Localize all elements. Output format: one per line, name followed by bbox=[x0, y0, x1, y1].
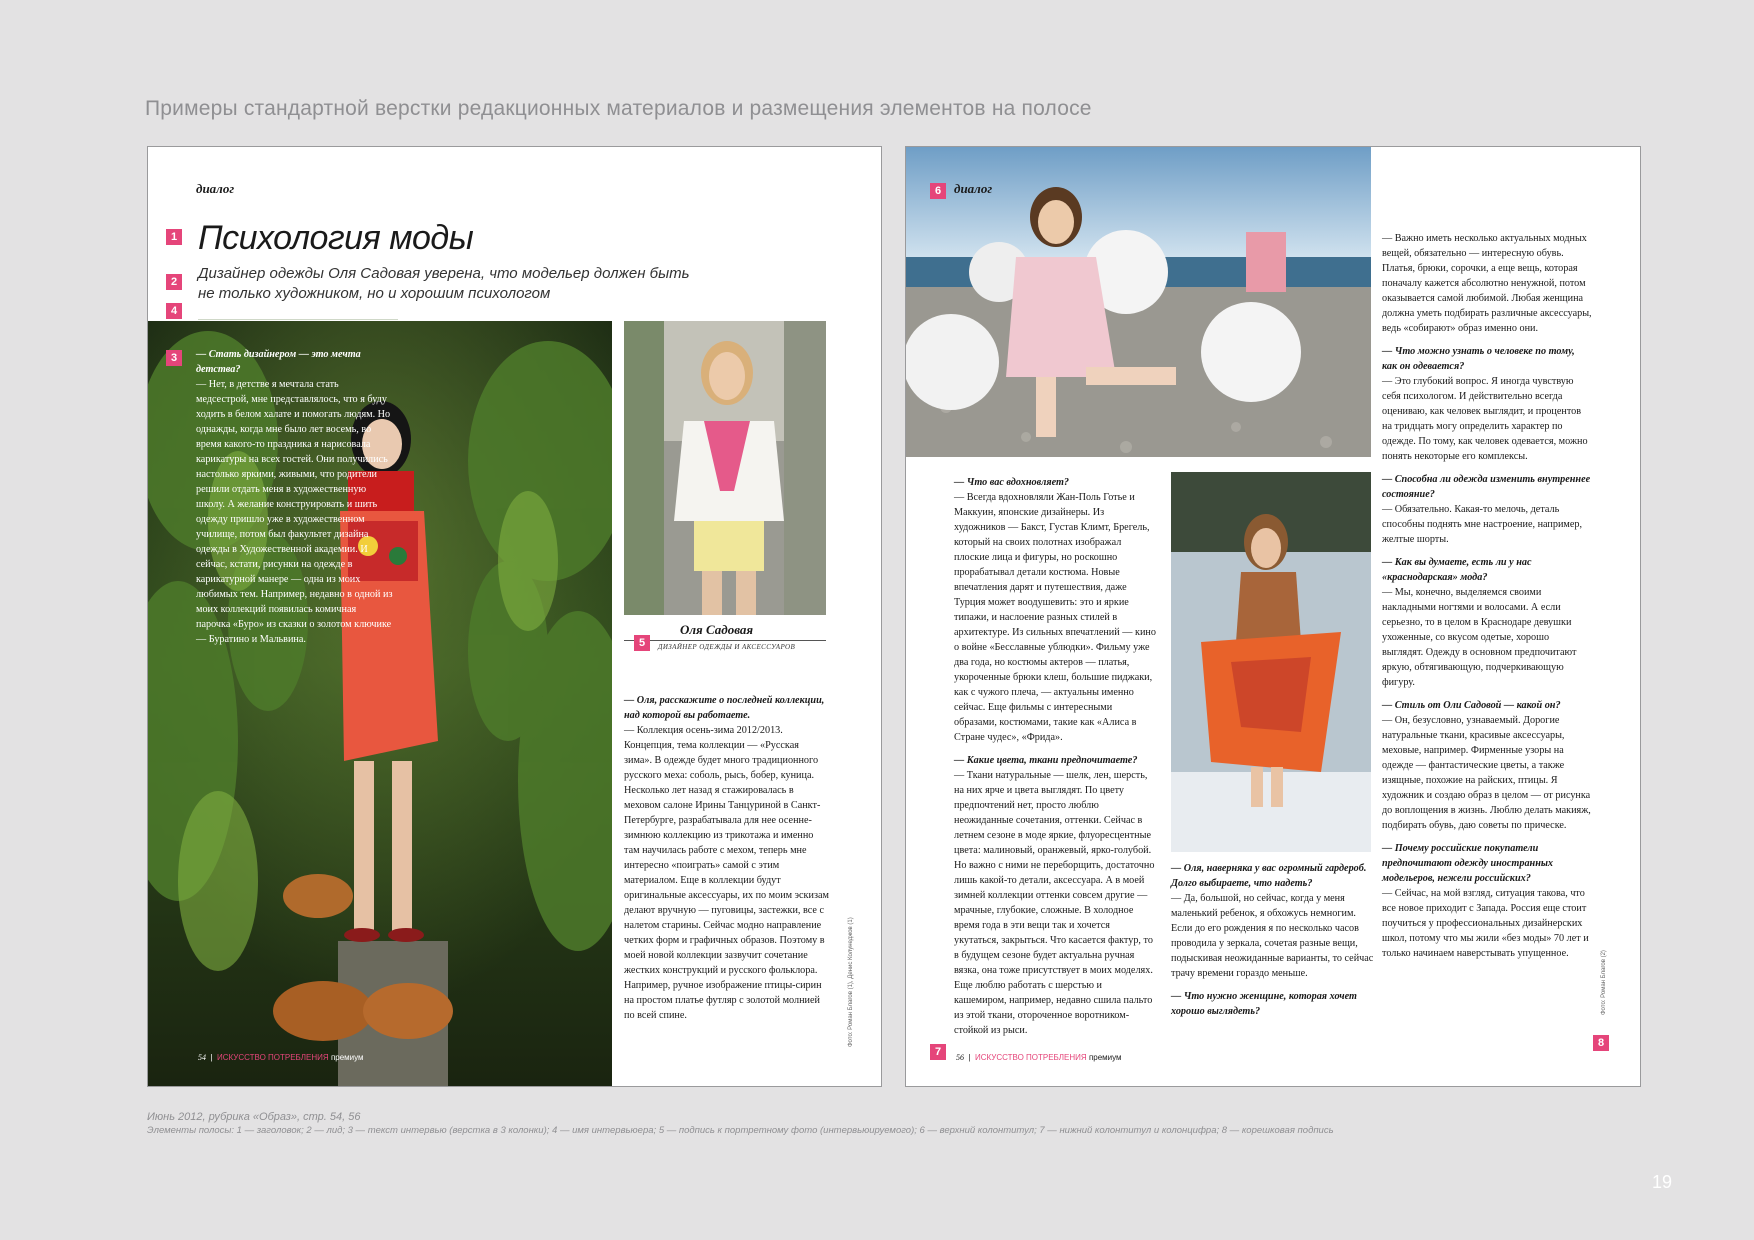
designer-portrait-photo bbox=[624, 321, 826, 615]
running-head: диалог bbox=[954, 181, 993, 196]
answer: — Он, безусловно, узнаваемый. Дорогие натуральные ткани, красивые аксессуары, меховые, например. Фирменные узоры на одежде — фантастические цветы, а также изящные, похожие на райских, птицы. Я художник и создаю образ в целом — от рисунка до воплощения в жизнь. Люблю делать макияж, подбирать обувь, даю советы по прическе. bbox=[1382, 715, 1591, 831]
marker-5: 5 bbox=[634, 635, 650, 651]
answer: — Ткани натуральные — шелк, лен, шерсть, на них ярче и цвета выглядят. По цвету предпочтений нет, просто люблю неожиданные сочетания, оттенки. Сейчас в летнем сезоне в моде яркие, флуоресцентные цвета: малиновый, оранжевый, ярко-голубой. Но важно с ними не переборщить, достаточно лишь какой-то детали, аксессуара. А в моей зимней коллекции оттенки совсем другие — мрачные, глубокие, сложные. В холодное время года в эти вещи так и хочется укутаться, закрыться. Что касается фактур, то в будущем сезоне будет актуальна ручная вязка, она тоже присутствует в моих моделях. Еще люблю работать с шерстью и кашемиром, например, недавно сшила пальто из этой ткани, отороченное воротником-стойкой из рыси. bbox=[954, 770, 1155, 1036]
answer: — Важно иметь несколько актуальных модных вещей, обязательно — интересную обувь. Платья, брюки, сорочки, а еще вещь, которая поначалу кажется абсолютно ненужной, потом оказывается самой любимой. Любая женщина должна уметь подбирать различные аксессуары, ведь «собирают» образ именно они. bbox=[1382, 233, 1592, 334]
page-heading: Примеры стандартной верстки редакционных материалов и размещения элементов на полосе bbox=[145, 97, 1092, 120]
interviewer-byline: Беседовала Полина Фалина bbox=[198, 307, 304, 316]
article-lead bbox=[198, 264, 738, 304]
orange-dress-photo bbox=[1171, 472, 1371, 852]
footer-folio-right: 56 | ИСКУССТВО ПОТРЕБЛЕНИЯ премиум bbox=[956, 1053, 1122, 1062]
brand-suffix: премиум bbox=[330, 1053, 364, 1062]
interview-column-middle bbox=[1171, 861, 1376, 1019]
lead-line-1: Дизайнер одежды Оля Садовая уверена, что модельер должен быть bbox=[198, 265, 690, 282]
article-title: Психология моды bbox=[198, 219, 474, 257]
marker-4: 4 bbox=[166, 303, 182, 319]
interview-column-right bbox=[1382, 231, 1592, 961]
question: — Как вы думаете, есть ли у нас «краснодарская» мода? bbox=[1382, 557, 1532, 583]
question: — Почему российские покупатели предпочитают одежду иностранных модельеров, нежели российских? bbox=[1382, 843, 1554, 884]
question: — Что вас вдохновляет? bbox=[954, 477, 1070, 488]
magazine-page-left bbox=[147, 146, 882, 1087]
footer-folio-left: 54 | ИСКУССТВО ПОТРЕБЛЕНИЯ премиум bbox=[198, 1053, 364, 1062]
question: — Оля, наверняка у вас огромный гардероб. Долго выбираете, что надеть? bbox=[1171, 863, 1367, 889]
marker-7: 7 bbox=[930, 1044, 946, 1060]
marker-6: 6 bbox=[930, 183, 946, 199]
marker-3: 3 bbox=[166, 350, 182, 366]
brand-name: ИСКУССТВО ПОТРЕБЛЕНИЯ bbox=[974, 1053, 1087, 1062]
byline-rule bbox=[198, 319, 398, 320]
caption-name: Оля Садовая bbox=[680, 622, 754, 637]
answer: — Всегда вдохновляли Жан-Поль Готье и Маккуин, японские дизайнеры. Из художников — Бакст, Густав Климт, Брегель, который на своих полотнах изображал плоские лица и фигуры, но роскошно прорабатывал детали костюма. Новые впечатления дарят и путешествия, даже Турция может воодушевить: это и яркие типажи, и наслоение разных стилей в архитектуре. Из сильных впечатлений — кино о войне «Бесславные ублюдки». Фильму уже два года, но костюмы актеров — платья, укороченные брюки клеш, большие пиджаки, как с чужого плеча, — актуальны именно сейчас. Еще фильмы с интересными образами, костюмами, такие как «Алиса в Стране чудес», «Фрида». bbox=[954, 492, 1156, 743]
magazine-page-right bbox=[905, 146, 1641, 1087]
footer-caption-line-2: Элементы полосы: 1 — заголовок; 2 — лид; 3 — текст интервью (верстка в 3 колонки); 4 — имя интервьюера; 5 — подпись к портретному фото (интервьюируемого); 6 — верхний колонтитул; 7 — нижний колонтитул и колонцифра; 8 — корешковая подпись bbox=[147, 1125, 1334, 1136]
question: — Оля, расскажите о последней коллекции, над которой вы работаете. bbox=[624, 695, 825, 721]
answer: — Сейчас, на мой взгляд, ситуация такова, что все новое приходит с Запада. Россия еще стоит поучиться у профессиональных дизайнерских школ, потому что мы жили «без моды» 70 лет и только начинаем наверстывать упущенное. bbox=[1382, 888, 1589, 959]
interview-column-left bbox=[954, 475, 1157, 1038]
marker-8: 8 bbox=[1593, 1035, 1609, 1051]
question: — Какие цвета, ткани предпочитаете? bbox=[954, 755, 1138, 766]
question: — Стиль от Оли Садовой — какой он? bbox=[1382, 700, 1561, 711]
footer-caption-line-1: Июнь 2012, рубрика «Образ», стр. 54, 56 bbox=[147, 1111, 361, 1123]
photo-credit-right: Фото: Роман Благов (2) bbox=[1601, 950, 1607, 1015]
running-head: диалог bbox=[196, 181, 235, 196]
question: — Стать дизайнером — это мечта детства? bbox=[196, 349, 361, 375]
answer: — Мы, конечно, выделяемся своими накладными ногтями и волосами. А если серьезно, то в целом в Краснодаре девушки ухоженные, со вкусом одетые, хорошо выглядят. Одежду в основном предпочитают яркую, обтягивающую, подчеркивающую фигуру. bbox=[1382, 587, 1577, 688]
answer: — Коллекция осень-зима 2012/2013. Концепция, тема коллекции — «Русская зима». В одежде будет много традиционного русского меха: соболь, рысь, бобер, куница. Несколько лет назад я стажировалась в меховом салоне Ирины Танцуриной в Санкт-Петербурге, разрабатывала для нее осенне-зимнюю коллекцию из трикотажа и именно там научилась работе с мехом, теперь мне интересно «поиграть» самой с этим материалом. Еще в коллекции будут оригинальные аксессуары, их по моим эскизам делают вручную — пуговицы, застежки, все с налетом старины. Сейчас модно направление четких форм и графичных образов. Поэтому в моей новой коллекции зазвучит сочетание жестких конструкций и русского фольклора. Например, ручное изображение птицы-сирин на простом платье футляр с золотой молнией по всей спине. bbox=[624, 725, 829, 1021]
caption-rule bbox=[624, 640, 826, 641]
question: — Что нужно женщине, которая хочет хорошо выглядеть? bbox=[1171, 991, 1357, 1017]
question: — Способна ли одежда изменить внутреннее состояние? bbox=[1382, 474, 1591, 500]
lead-line-2: не только художником, но и хорошим психологом bbox=[198, 285, 551, 302]
marker-1: 1 bbox=[166, 229, 182, 245]
answer: — Да, большой, но сейчас, когда у меня маленький ребенок, я обхожусь немногим. Если до его рождения я по несколько часов проводила у зеркала, сочетая разные вещи, подыскивая неожиданные варианты, то сейчас трачу времени гораздо меньше. bbox=[1171, 893, 1374, 979]
slide-page-number: 19 bbox=[1651, 1172, 1672, 1192]
brand-suffix: премиум bbox=[1088, 1053, 1122, 1062]
brand-name: ИСКУССТВО ПОТРЕБЛЕНИЯ bbox=[216, 1053, 329, 1062]
question: — Что можно узнать о человеке по тому, как он одевается? bbox=[1382, 346, 1575, 372]
page-folio-number: 54 bbox=[198, 1053, 206, 1062]
page-folio-number: 56 bbox=[956, 1053, 964, 1062]
interview-column-1 bbox=[196, 347, 393, 647]
answer: — Нет, в детстве я мечтала стать медсестрой, мне представлялось, что я буду ходить в белом халате и помогать людям. Но однажды, когда мне было лет восемь, во время какого-то праздника я нарисовала карикатуры на всех гостей. Они получились настолько яркими, живыми, что родители решили отдать меня в художественную школу. А желание конструировать и шить одежду пришло уже в художественном училище, потом был факультет дизайна одежды в Художественной академии. И сейчас, кстати, рисунки на одежде в карикатурной манере — одна из моих любимых тем. Например, недавно в одной из моих коллекций появилась комичная парочка «Буро» из сказки о золотом ключике — Буратино и Мальвина. bbox=[196, 379, 393, 645]
answer: — Обязательно. Какая-то мелочь, деталь способны поднять мне настроение, например, желтые шорты. bbox=[1382, 504, 1583, 545]
answer: — Это глубокий вопрос. Я иногда чувствую себя психологом. И действительно всегда оцениваю, как человек выглядит, и процентов на тридцать могу определить характер по одежде. По тому, как человек одевается, можно понять некоторые его комплексы. bbox=[1382, 376, 1588, 462]
marker-2: 2 bbox=[166, 274, 182, 290]
interview-column-2 bbox=[624, 693, 829, 1023]
photo-credit-left: Фото: Роман Благов (1), Денис Колунеджов (1) bbox=[848, 917, 854, 1047]
caption-role: ДИЗАЙНЕР ОДЕЖДЫ И АКСЕССУАРОВ bbox=[658, 643, 796, 651]
